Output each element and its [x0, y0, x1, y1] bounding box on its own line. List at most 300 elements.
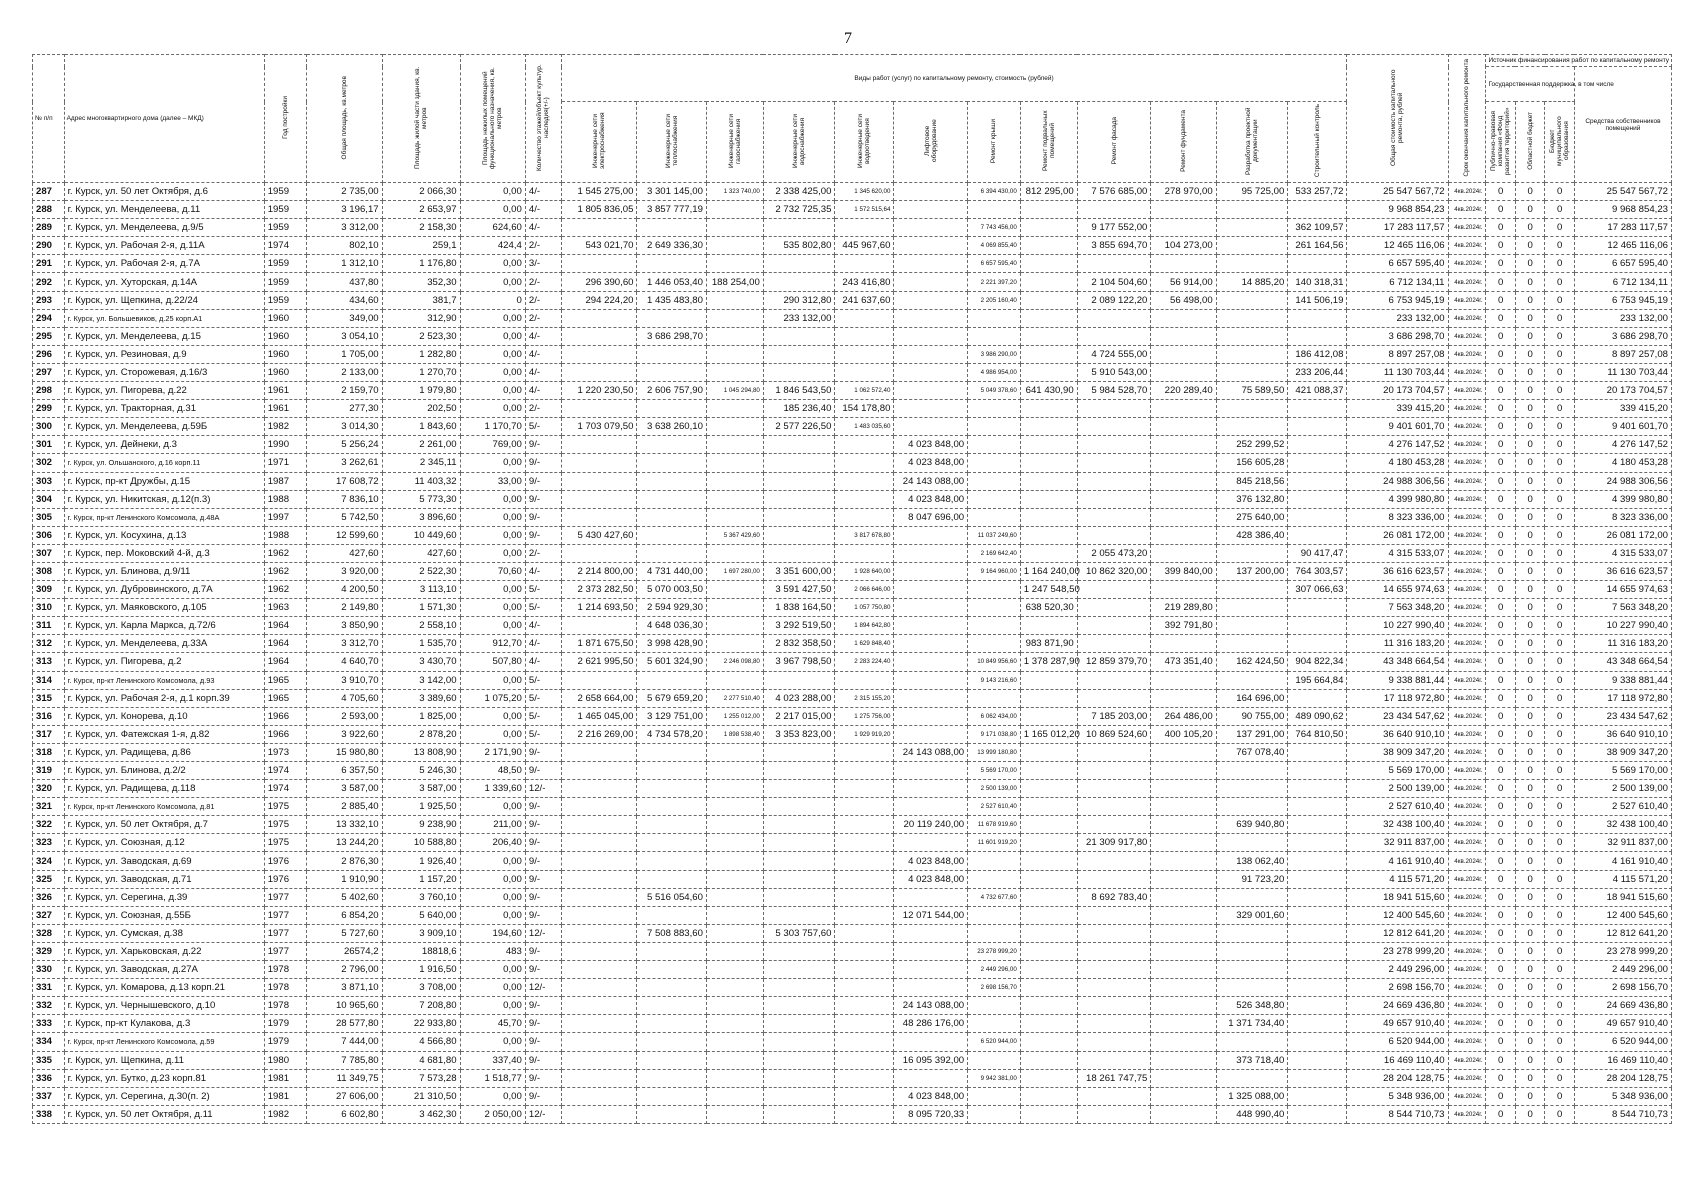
- roof-cost-cell: 4 069 855,40: [968, 237, 1021, 255]
- design-cost-cell: [1216, 961, 1288, 979]
- foundation-cost-cell: [1151, 1033, 1216, 1051]
- term-cell: 4кв.2024г.: [1448, 834, 1486, 852]
- heat-cost-cell: 4 648 036,30: [637, 617, 707, 635]
- control-cost-cell: 489 090,62: [1288, 707, 1347, 725]
- power-cost-cell: 1 465 045,00: [561, 707, 637, 725]
- nonliving-area-cell: 0,00: [460, 870, 525, 888]
- address-cell: г. Курск, ул. Тракторная, д.31: [64, 400, 264, 418]
- fund-cell: 0: [1486, 418, 1515, 436]
- lift-cost-cell: [894, 562, 968, 580]
- water-cost-cell: [763, 762, 835, 780]
- table-row: [33, 418, 1672, 436]
- control-cost-cell: [1288, 798, 1347, 816]
- region-budget-cell: 0: [1515, 979, 1544, 997]
- total-area-cell: 27 606,00: [306, 1087, 382, 1105]
- control-cost-cell: [1288, 852, 1347, 870]
- facade-cost-cell: [1077, 1015, 1151, 1033]
- control-cost-cell: [1288, 689, 1347, 707]
- foundation-cost-cell: [1151, 798, 1216, 816]
- floors-cell: 9/-: [525, 436, 561, 454]
- heat-cost-cell: [637, 345, 707, 363]
- fund-cell: 0: [1486, 798, 1515, 816]
- fund-cell: 0: [1486, 762, 1515, 780]
- header-works-group: Виды работ (услуг) по капитальному ремонту, стоимость (рублей): [561, 55, 1347, 102]
- year-cell: 1976: [264, 852, 306, 870]
- power-cost-cell: [561, 942, 637, 960]
- control-cost-cell: [1288, 780, 1347, 798]
- row-number: 335: [33, 1051, 65, 1069]
- foundation-cost-cell: 392 791,80: [1151, 617, 1216, 635]
- gas-cost-cell: [706, 1051, 763, 1069]
- municipal-budget-cell: 0: [1545, 870, 1574, 888]
- gas-cost-cell: 188 254,00: [706, 273, 763, 291]
- roof-cost-cell: 3 986 290,00: [968, 345, 1021, 363]
- owners-funds-cell: 24 669 436,80: [1574, 997, 1671, 1015]
- living-area-cell: 10 588,80: [382, 834, 460, 852]
- heat-cost-cell: [637, 780, 707, 798]
- header-control: Строительный контроль: [1288, 102, 1347, 183]
- heat-cost-cell: [637, 363, 707, 381]
- power-cost-cell: 2 658 664,00: [561, 689, 637, 707]
- row-number: 298: [33, 382, 65, 400]
- lift-cost-cell: [894, 942, 968, 960]
- header-floors: Количество этажей/объект культур. наследия(+/-): [525, 55, 561, 183]
- region-budget-cell: 0: [1515, 635, 1544, 653]
- owners-funds-cell: 9 968 854,23: [1574, 201, 1671, 219]
- sewer-cost-cell: [835, 924, 894, 942]
- lift-cost-cell: [894, 888, 968, 906]
- total-cost-cell: 233 132,00: [1347, 309, 1448, 327]
- heat-cost-cell: [637, 1033, 707, 1051]
- fund-cell: 0: [1486, 382, 1515, 400]
- control-cost-cell: 764 303,57: [1288, 562, 1347, 580]
- year-cell: 1966: [264, 725, 306, 743]
- total-cost-cell: 11 316 183,20: [1347, 635, 1448, 653]
- year-cell: 1981: [264, 1087, 306, 1105]
- municipal-budget-cell: 0: [1545, 906, 1574, 924]
- table-row: [33, 291, 1672, 309]
- power-cost-cell: 296 390,60: [561, 273, 637, 291]
- heat-cost-cell: [637, 454, 707, 472]
- power-cost-cell: [561, 762, 637, 780]
- table-row: [33, 219, 1672, 237]
- design-cost-cell: [1216, 345, 1288, 363]
- power-cost-cell: [561, 743, 637, 761]
- heat-cost-cell: [637, 1105, 707, 1123]
- floors-cell: 9/-: [525, 1069, 561, 1087]
- nonliving-area-cell: 424,4: [460, 237, 525, 255]
- sewer-cost-cell: [835, 219, 894, 237]
- region-budget-cell: 0: [1515, 743, 1544, 761]
- control-cost-cell: [1288, 906, 1347, 924]
- owners-funds-cell: 11 130 703,44: [1574, 363, 1671, 381]
- table-row: [33, 653, 1672, 671]
- fund-cell: 0: [1486, 1033, 1515, 1051]
- design-cost-cell: [1216, 237, 1288, 255]
- heat-cost-cell: 3 686 298,70: [637, 327, 707, 345]
- sewer-cost-cell: 1 629 848,40: [835, 635, 894, 653]
- table-row: [33, 997, 1672, 1015]
- power-cost-cell: [561, 363, 637, 381]
- year-cell: 1959: [264, 273, 306, 291]
- total-area-cell: 3 922,60: [306, 725, 382, 743]
- municipal-budget-cell: 0: [1545, 291, 1574, 309]
- fund-cell: 0: [1486, 961, 1515, 979]
- row-number: 287: [33, 183, 65, 201]
- facade-cost-cell: [1077, 942, 1151, 960]
- control-cost-cell: [1288, 816, 1347, 834]
- facade-cost-cell: [1077, 798, 1151, 816]
- power-cost-cell: [561, 345, 637, 363]
- region-budget-cell: 0: [1515, 581, 1544, 599]
- fund-cell: 0: [1486, 1105, 1515, 1123]
- roof-cost-cell: [968, 1051, 1021, 1069]
- term-cell: 4кв.2024г.: [1448, 743, 1486, 761]
- nonliving-area-cell: 0,00: [460, 671, 525, 689]
- facade-cost-cell: [1077, 201, 1151, 219]
- row-number: 321: [33, 798, 65, 816]
- foundation-cost-cell: [1151, 852, 1216, 870]
- floors-cell: 4/-: [525, 183, 561, 201]
- power-cost-cell: [561, 617, 637, 635]
- total-cost-cell: 8 897 257,08: [1347, 345, 1448, 363]
- water-cost-cell: [763, 345, 835, 363]
- address-cell: г. Курск, ул. Резиновая, д.9: [64, 345, 264, 363]
- region-budget-cell: 0: [1515, 508, 1544, 526]
- term-cell: 4кв.2024г.: [1448, 436, 1486, 454]
- address-cell: г. Курск, ул. Щепкина, д.22/24: [64, 291, 264, 309]
- floors-cell: 9/-: [525, 454, 561, 472]
- gas-cost-cell: [706, 291, 763, 309]
- nonliving-area-cell: 1 170,70: [460, 418, 525, 436]
- roof-cost-cell: 10 849 956,60: [968, 653, 1021, 671]
- lift-cost-cell: [894, 183, 968, 201]
- roof-cost-cell: [968, 436, 1021, 454]
- capital-repair-table: [32, 54, 1672, 1124]
- municipal-budget-cell: 0: [1545, 454, 1574, 472]
- year-cell: 1964: [264, 635, 306, 653]
- gas-cost-cell: [706, 942, 763, 960]
- header-total-cost: Общая стоимость капитального ремонта, рублей: [1347, 55, 1448, 183]
- fund-cell: 0: [1486, 472, 1515, 490]
- total-cost-cell: 6 657 595,40: [1347, 255, 1448, 273]
- nonliving-area-cell: 2 171,90: [460, 743, 525, 761]
- sewer-cost-cell: 2 283 224,40: [835, 653, 894, 671]
- fund-cell: 0: [1486, 617, 1515, 635]
- power-cost-cell: [561, 1087, 637, 1105]
- fund-cell: 0: [1486, 906, 1515, 924]
- table-row: [33, 562, 1672, 580]
- facade-cost-cell: 21 309 917,80: [1077, 834, 1151, 852]
- heat-cost-cell: 1 435 483,80: [637, 291, 707, 309]
- total-cost-cell: 26 081 172,00: [1347, 526, 1448, 544]
- lift-cost-cell: [894, 599, 968, 617]
- owners-funds-cell: 2 500 139,00: [1574, 780, 1671, 798]
- gas-cost-cell: [706, 309, 763, 327]
- owners-funds-cell: 23 434 547,62: [1574, 707, 1671, 725]
- facade-cost-cell: 2 089 122,20: [1077, 291, 1151, 309]
- address-cell: г. Курск, пр-кт Ленинского Комсомола, д.93: [64, 671, 264, 689]
- power-cost-cell: 1 214 693,50: [561, 599, 637, 617]
- sewer-cost-cell: [835, 798, 894, 816]
- foundation-cost-cell: [1151, 961, 1216, 979]
- owners-funds-cell: 14 655 974,63: [1574, 581, 1671, 599]
- year-cell: 1963: [264, 599, 306, 617]
- water-cost-cell: [763, 743, 835, 761]
- basement-cost-cell: [1020, 1069, 1077, 1087]
- table-row: [33, 924, 1672, 942]
- total-cost-cell: 2 698 156,70: [1347, 979, 1448, 997]
- roof-cost-cell: [968, 508, 1021, 526]
- foundation-cost-cell: [1151, 997, 1216, 1015]
- roof-cost-cell: 11 037 249,60: [968, 526, 1021, 544]
- total-area-cell: 427,60: [306, 544, 382, 562]
- municipal-budget-cell: 0: [1545, 562, 1574, 580]
- facade-cost-cell: 12 859 379,70: [1077, 653, 1151, 671]
- design-cost-cell: [1216, 979, 1288, 997]
- term-cell: 4кв.2024г.: [1448, 924, 1486, 942]
- design-cost-cell: [1216, 924, 1288, 942]
- total-cost-cell: 20 173 704,57: [1347, 382, 1448, 400]
- year-cell: 1977: [264, 942, 306, 960]
- lift-cost-cell: [894, 526, 968, 544]
- fund-cell: 0: [1486, 1015, 1515, 1033]
- roof-cost-cell: [968, 997, 1021, 1015]
- table-row: [33, 201, 1672, 219]
- lift-cost-cell: [894, 382, 968, 400]
- address-cell: г. Курск, ул. Рабочая 2-я, д.1 корп.39: [64, 689, 264, 707]
- control-cost-cell: [1288, 870, 1347, 888]
- sewer-cost-cell: [835, 1015, 894, 1033]
- sewer-cost-cell: [835, 997, 894, 1015]
- region-budget-cell: 0: [1515, 707, 1544, 725]
- term-cell: 4кв.2024г.: [1448, 707, 1486, 725]
- control-cost-cell: 186 412,08: [1288, 345, 1347, 363]
- header-sewer: Инженерные сети водоотведения: [835, 102, 894, 183]
- control-cost-cell: [1288, 617, 1347, 635]
- basement-cost-cell: [1020, 924, 1077, 942]
- total-area-cell: 7 785,80: [306, 1051, 382, 1069]
- municipal-budget-cell: 0: [1545, 599, 1574, 617]
- sewer-cost-cell: 3 817 678,80: [835, 526, 894, 544]
- water-cost-cell: [763, 961, 835, 979]
- lift-cost-cell: 24 143 088,00: [894, 472, 968, 490]
- facade-cost-cell: [1077, 1087, 1151, 1105]
- floors-cell: 2/-: [525, 273, 561, 291]
- lift-cost-cell: 48 286 176,00: [894, 1015, 968, 1033]
- nonliving-area-cell: 0,00: [460, 201, 525, 219]
- lift-cost-cell: [894, 309, 968, 327]
- region-budget-cell: 0: [1515, 834, 1544, 852]
- owners-funds-cell: 9 338 881,44: [1574, 671, 1671, 689]
- heat-cost-cell: 7 508 883,60: [637, 924, 707, 942]
- power-cost-cell: [561, 979, 637, 997]
- control-cost-cell: 140 318,31: [1288, 273, 1347, 291]
- term-cell: 4кв.2024г.: [1448, 725, 1486, 743]
- term-cell: 4кв.2024г.: [1448, 798, 1486, 816]
- total-cost-cell: 4 276 147,52: [1347, 436, 1448, 454]
- power-cost-cell: [561, 255, 637, 273]
- gas-cost-cell: [706, 436, 763, 454]
- facade-cost-cell: [1077, 671, 1151, 689]
- row-number: 330: [33, 961, 65, 979]
- lift-cost-cell: [894, 418, 968, 436]
- sewer-cost-cell: [835, 762, 894, 780]
- fund-cell: 0: [1486, 363, 1515, 381]
- region-budget-cell: 0: [1515, 183, 1544, 201]
- facade-cost-cell: 7 185 203,00: [1077, 707, 1151, 725]
- lift-cost-cell: 12 071 544,00: [894, 906, 968, 924]
- region-budget-cell: 0: [1515, 1033, 1544, 1051]
- nonliving-area-cell: 0,00: [460, 599, 525, 617]
- address-cell: г. Курск, ул. Сумская, д.38: [64, 924, 264, 942]
- heat-cost-cell: [637, 798, 707, 816]
- term-cell: 4кв.2024г.: [1448, 273, 1486, 291]
- total-cost-cell: 8 323 336,00: [1347, 508, 1448, 526]
- water-cost-cell: [763, 671, 835, 689]
- living-area-cell: 3 142,00: [382, 671, 460, 689]
- living-area-cell: 7 208,80: [382, 997, 460, 1015]
- table-row: [33, 472, 1672, 490]
- total-area-cell: 5 742,50: [306, 508, 382, 526]
- fund-cell: 0: [1486, 635, 1515, 653]
- nonliving-area-cell: 0,00: [460, 382, 525, 400]
- municipal-budget-cell: 0: [1545, 798, 1574, 816]
- floors-cell: 4/-: [525, 363, 561, 381]
- total-cost-cell: 5 348 936,00: [1347, 1087, 1448, 1105]
- owners-funds-cell: 24 988 306,56: [1574, 472, 1671, 490]
- owners-funds-cell: 43 348 664,54: [1574, 653, 1671, 671]
- nonliving-area-cell: 0,00: [460, 363, 525, 381]
- nonliving-area-cell: 0,00: [460, 526, 525, 544]
- row-number: 295: [33, 327, 65, 345]
- living-area-cell: 1 157,20: [382, 870, 460, 888]
- living-area-cell: 1 535,70: [382, 635, 460, 653]
- facade-cost-cell: [1077, 436, 1151, 454]
- table-row: [33, 183, 1672, 201]
- term-cell: 4кв.2024г.: [1448, 472, 1486, 490]
- power-cost-cell: [561, 906, 637, 924]
- owners-funds-cell: 32 438 100,40: [1574, 816, 1671, 834]
- year-cell: 1981: [264, 1069, 306, 1087]
- table-row: [33, 1051, 1672, 1069]
- floors-cell: 2/-: [525, 544, 561, 562]
- municipal-budget-cell: 0: [1545, 689, 1574, 707]
- roof-cost-cell: 4 986 954,00: [968, 363, 1021, 381]
- gas-cost-cell: [706, 363, 763, 381]
- basement-cost-cell: [1020, 255, 1077, 273]
- basement-cost-cell: 1 378 287,90: [1020, 653, 1077, 671]
- total-area-cell: 3 587,00: [306, 780, 382, 798]
- control-cost-cell: [1288, 599, 1347, 617]
- total-cost-cell: 2 527 610,40: [1347, 798, 1448, 816]
- header-num: № п/п: [33, 55, 65, 183]
- control-cost-cell: 261 164,56: [1288, 237, 1347, 255]
- region-budget-cell: 0: [1515, 418, 1544, 436]
- nonliving-area-cell: 0,00: [460, 400, 525, 418]
- sewer-cost-cell: 1 572 515,64: [835, 201, 894, 219]
- lift-cost-cell: [894, 653, 968, 671]
- nonliving-area-cell: 206,40: [460, 834, 525, 852]
- address-cell: г. Курск, ул. Радищева, д.86: [64, 743, 264, 761]
- control-cost-cell: [1288, 400, 1347, 418]
- year-cell: 1979: [264, 1033, 306, 1051]
- year-cell: 1961: [264, 382, 306, 400]
- municipal-budget-cell: 0: [1545, 653, 1574, 671]
- table-row: [33, 327, 1672, 345]
- municipal-budget-cell: 0: [1545, 961, 1574, 979]
- roof-cost-cell: 9 942 381,00: [968, 1069, 1021, 1087]
- nonliving-area-cell: 0,00: [460, 906, 525, 924]
- row-number: 302: [33, 454, 65, 472]
- municipal-budget-cell: 0: [1545, 816, 1574, 834]
- roof-cost-cell: [968, 924, 1021, 942]
- facade-cost-cell: [1077, 581, 1151, 599]
- roof-cost-cell: [968, 635, 1021, 653]
- basement-cost-cell: [1020, 436, 1077, 454]
- power-cost-cell: [561, 834, 637, 852]
- municipal-budget-cell: 0: [1545, 780, 1574, 798]
- design-cost-cell: [1216, 888, 1288, 906]
- roof-cost-cell: [968, 400, 1021, 418]
- row-number: 332: [33, 997, 65, 1015]
- design-cost-cell: 137 291,00: [1216, 725, 1288, 743]
- row-number: 316: [33, 707, 65, 725]
- foundation-cost-cell: [1151, 508, 1216, 526]
- fund-cell: 0: [1486, 671, 1515, 689]
- sewer-cost-cell: [835, 1105, 894, 1123]
- sewer-cost-cell: 241 637,60: [835, 291, 894, 309]
- power-cost-cell: [561, 472, 637, 490]
- floors-cell: 9/-: [525, 490, 561, 508]
- facade-cost-cell: [1077, 870, 1151, 888]
- roof-cost-cell: [968, 201, 1021, 219]
- facade-cost-cell: [1077, 454, 1151, 472]
- living-area-cell: 1 916,50: [382, 961, 460, 979]
- fund-cell: 0: [1486, 309, 1515, 327]
- lift-cost-cell: 16 095 392,00: [894, 1051, 968, 1069]
- basement-cost-cell: [1020, 689, 1077, 707]
- water-cost-cell: 233 132,00: [763, 309, 835, 327]
- living-area-cell: 2 345,11: [382, 454, 460, 472]
- address-cell: г. Курск, ул. Фатежская 1-я, д.82: [64, 725, 264, 743]
- table-row: [33, 743, 1672, 761]
- table-row: [33, 725, 1672, 743]
- region-budget-cell: 0: [1515, 382, 1544, 400]
- facade-cost-cell: [1077, 1033, 1151, 1051]
- lift-cost-cell: [894, 924, 968, 942]
- power-cost-cell: [561, 508, 637, 526]
- floors-cell: 5/-: [525, 671, 561, 689]
- facade-cost-cell: [1077, 961, 1151, 979]
- owners-funds-cell: 5 348 936,00: [1574, 1087, 1671, 1105]
- total-cost-cell: 4 180 453,28: [1347, 454, 1448, 472]
- heat-cost-cell: 3 998 428,90: [637, 635, 707, 653]
- address-cell: г. Курск, ул. Заводская, д.69: [64, 852, 264, 870]
- address-cell: г. Курск, ул. Щепкина, д.11: [64, 1051, 264, 1069]
- total-cost-cell: 11 130 703,44: [1347, 363, 1448, 381]
- fund-cell: 0: [1486, 436, 1515, 454]
- lift-cost-cell: [894, 707, 968, 725]
- power-cost-cell: [561, 671, 637, 689]
- power-cost-cell: 1 545 275,00: [561, 183, 637, 201]
- basement-cost-cell: [1020, 798, 1077, 816]
- power-cost-cell: 2 214 800,00: [561, 562, 637, 580]
- total-cost-cell: 36 616 623,57: [1347, 562, 1448, 580]
- term-cell: 4кв.2024г.: [1448, 816, 1486, 834]
- table-row: [33, 400, 1672, 418]
- roof-cost-cell: [968, 689, 1021, 707]
